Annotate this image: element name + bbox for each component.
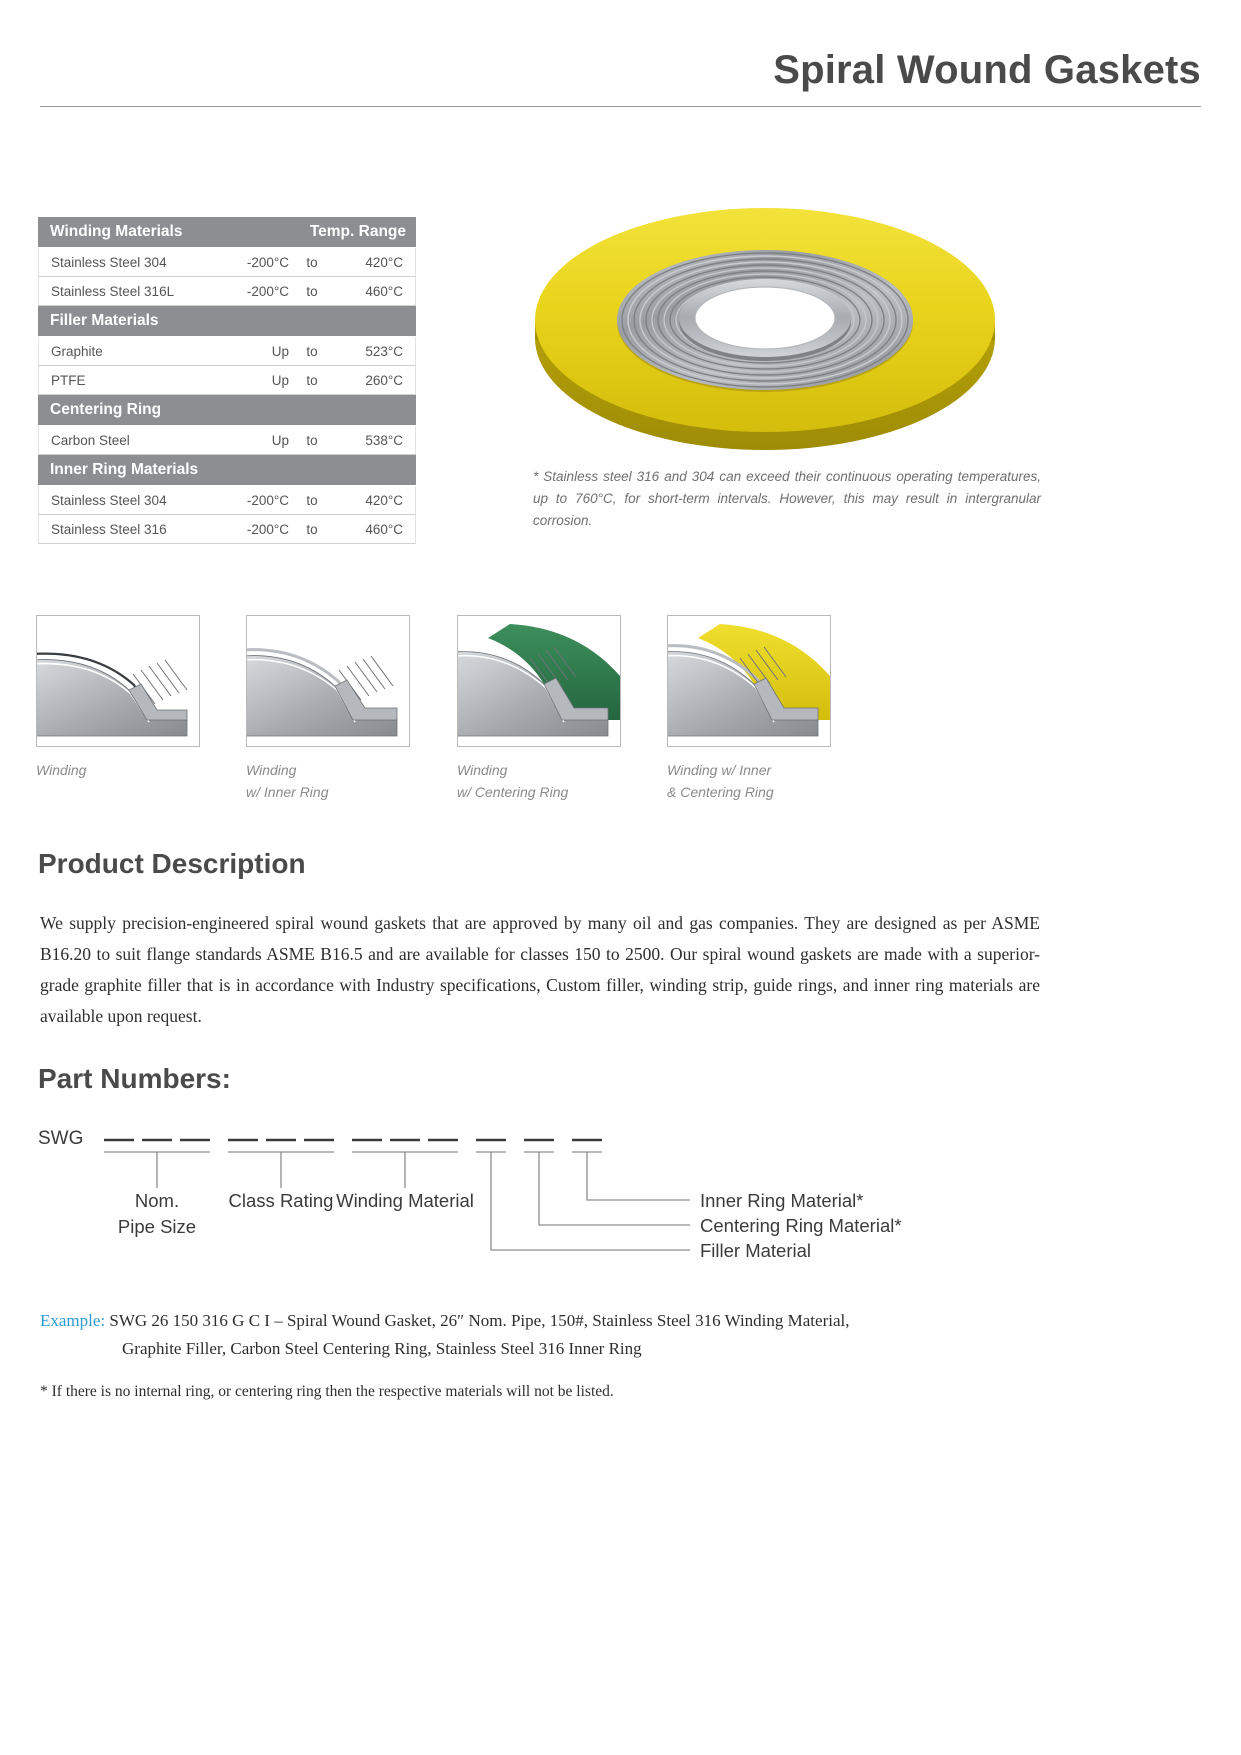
cell-temp-low: -200°C [246,521,289,537]
cutaway-image-winding-inner-and-centering-ring [667,615,831,747]
cell-temp-low: Up [271,372,289,388]
cell-temp-low: Up [271,432,289,448]
cell-material: PTFE [51,372,86,388]
cell-temp-separator: to [306,343,318,359]
cell-temp-separator: to [306,283,318,299]
cell-material: Stainless Steel 316L [51,283,175,299]
label-filler-material: Filler Material [700,1240,812,1261]
example-line2: Graphite Filler, Carbon Steel Centering Ring, Stainless Steel 316 Inner Ring [122,1338,642,1358]
cutaway-caption [667,760,857,803]
table-section-header [38,306,416,337]
table-row [38,515,416,544]
cutaway-caption [36,760,226,782]
table-section-header [38,217,416,248]
cell-material: Graphite [51,343,103,359]
cell-temp-high: 420°C [365,492,403,508]
cell-temp-low: -200°C [246,283,289,299]
cutaway-caption-line2: w/ Centering Ring [457,783,569,800]
table-section-header [38,395,416,426]
table-row [38,248,416,277]
example-line1: SWG 26 150 316 G C I – Spiral Wound Gasket, 26″ Nom. Pipe, 150#, Stainless Steel 316 Winding Material, [109,1311,850,1330]
material-temperature-table [38,217,416,544]
table-section-title: Winding Materials [50,223,183,240]
cell-temp-low: Up [271,343,289,359]
cell-temp-low: -200°C [246,254,289,270]
cutaway-caption-line1: Winding w/ Inner [667,762,772,778]
cutaway-caption-line1: Winding [457,762,508,778]
cell-temp-separator: to [306,521,318,537]
cell-temp-separator: to [306,372,318,388]
cutaway-caption-line2: w/ Inner Ring [246,783,329,800]
product-description-body: We supply precision-engineered spiral wound gaskets that are approved by many oil and gas companies. They are designed as per ASME B16.20 to suit flange standards ASME B16.5 and are available for classes 150 to 2500. Our spiral wound gaskets are made with a superior-grade graphite filler that is in accordance with Industry specifications, Custom filler, winding strip, guide rings, and inner ring materials are available upon request. [40,913,1040,1027]
cutaway-caption-line1: Winding [246,762,297,778]
cell-temp-high: 538°C [365,432,403,448]
cutaway-image-winding [36,615,200,747]
table-section-header [38,455,416,486]
cell-temp-high: 420°C [365,254,403,270]
cell-material: Carbon Steel [51,432,130,448]
example-label: Example: [40,1311,106,1330]
table-row [38,486,416,515]
table-row [38,426,416,455]
label-class-rating: Class Rating [228,1190,334,1211]
page-title: Spiral Wound Gaskets [773,48,1201,92]
table-section-title: Filler Materials [50,312,159,329]
cell-temp-separator: to [306,254,318,270]
cell-material: Stainless Steel 304 [51,254,167,270]
table-row [38,366,416,395]
table-section-title: Inner Ring Materials [50,461,199,478]
cell-temp-low: -200°C [246,492,289,508]
cell-temp-high: 260°C [365,372,403,388]
part-numbers-heading: Part Numbers: [38,1063,231,1094]
table-row [38,277,416,306]
cutaway-caption [246,760,436,803]
final-footnote: * If there is no internal ring, or centering ring then the respective materials will not be listed. [40,1383,614,1400]
example-block [40,1307,1050,1362]
temperature-footnote: * Stainless steel 316 and 304 can exceed their continuous operating temperatures, up to 760°C, for short-term intervals. However, this may result in intergranular corrosion. [533,469,1041,528]
label-centering-ring-material: Centering Ring Material* [700,1215,902,1236]
cell-material: Stainless Steel 316 [51,521,167,537]
cell-temp-high: 460°C [365,521,403,537]
cell-material: Stainless Steel 304 [51,492,167,508]
cell-temp-high: 460°C [365,283,403,299]
table-range-header: Temp. Range [309,223,406,240]
cell-temp-high: 523°C [365,343,403,359]
cutaway-caption-line1: Winding [36,762,87,778]
table-row [38,337,416,366]
table-section-title: Centering Ring [50,401,162,418]
part-number-diagram [30,1110,1040,1300]
cell-temp-separator: to [306,492,318,508]
page-header [40,48,1201,107]
part-number-prefix: SWG [38,1128,84,1149]
cutaway-caption-line2: & Centering Ring [667,783,774,800]
cutaway-caption [457,760,647,803]
label-winding-material: Winding Material [336,1190,474,1211]
spiral-wound-gasket-illustration [520,200,1020,460]
header-divider [40,106,1201,107]
cutaway-image-winding-centering-ring [457,615,621,747]
label-nom-pipe-size-line2: Pipe Size [117,1216,197,1237]
product-description-heading: Product Description [38,848,306,879]
label-inner-ring-material: Inner Ring Material* [700,1190,864,1211]
cutaway-image-winding-inner-ring [246,615,410,747]
cell-temp-separator: to [306,432,318,448]
label-nom-pipe-size-line1: Nom. [134,1190,180,1211]
